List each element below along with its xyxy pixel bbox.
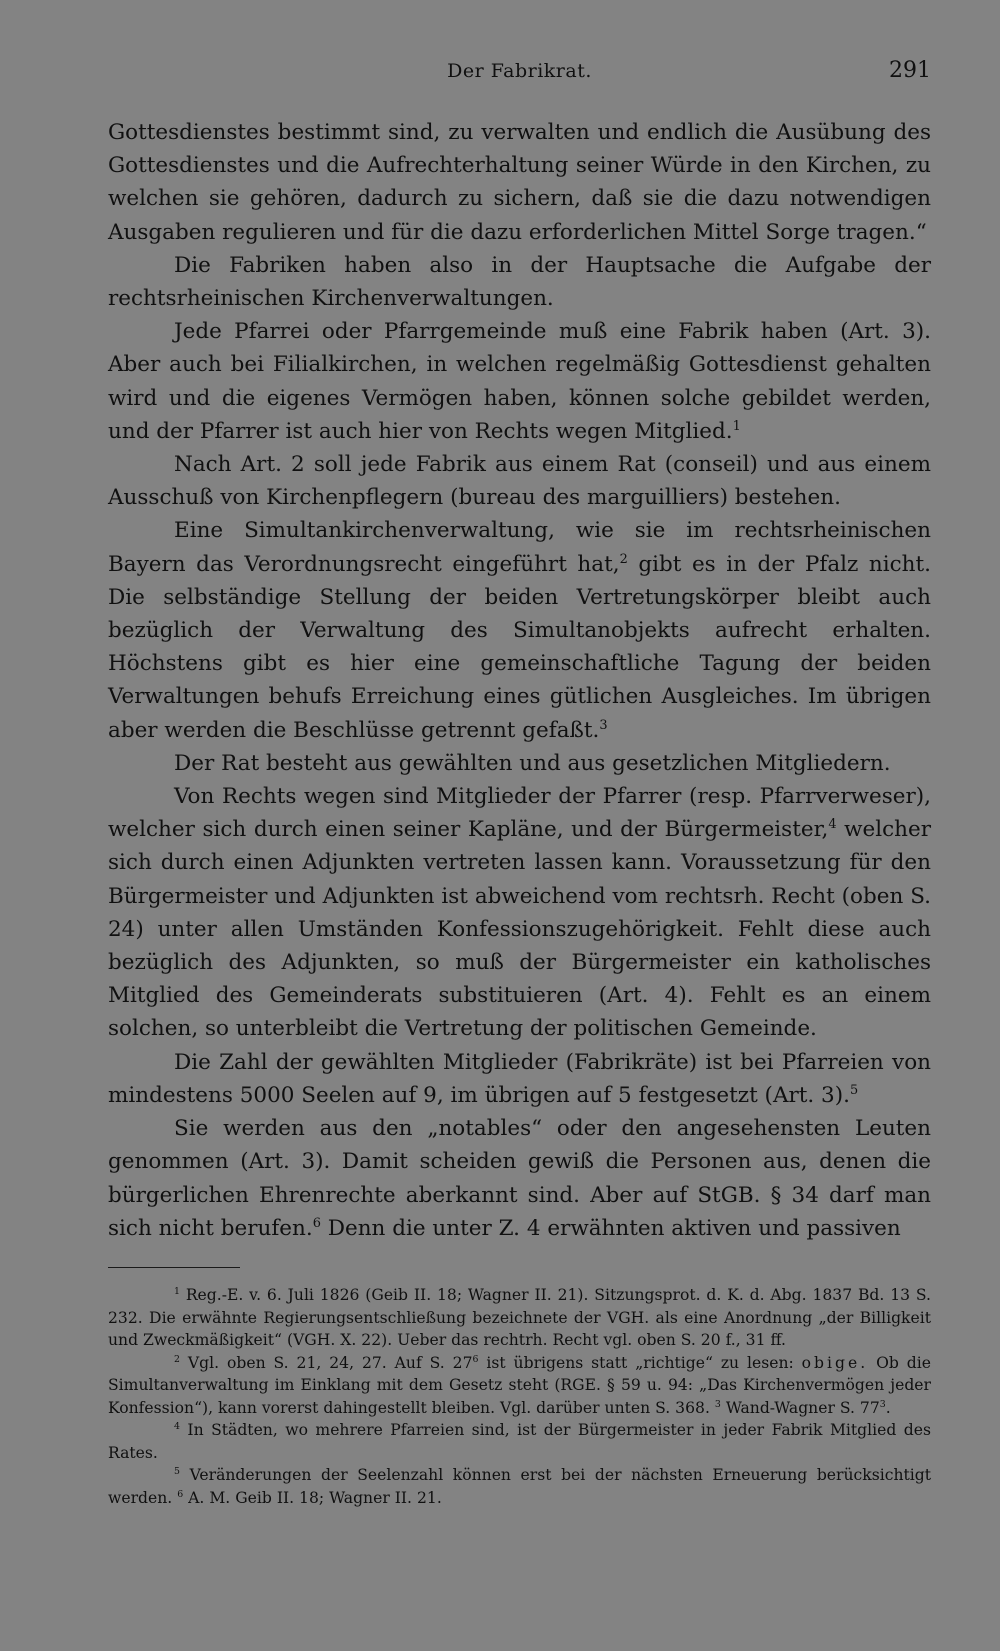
paragraph: Eine Simultankirchenverwaltung, wie sie im rechtsrheinischen Bayern das Verordnungsrecht eingeführt hat,$^2$ gibt es in der Pfalz nicht. Die selbständige Stellung der beiden Vertretungskörper bleibt auch bezüglich der Verwaltung des Simultanobjekts aufrecht erhalten. Höchstens gibt es hier eine gemeinschaftliche Tagung der beiden Verwaltungen behufs Erreichung eines gütlichen Ausgleiches. Im übrigen aber werden die Beschlüsse getrennt gefaßt.$^3$ (108, 518, 931, 743)
footnote: $^5$ Veränderungen der Seelenzahl können erst bei der nächsten Erneuerung berücksichtigt werden. $^6$ A. M. Geib II. 18; Wagner II. 21. (108, 1465, 931, 1507)
footnote: $^2$ Vgl. oben S. 21, 24, 27. Auf S. $27^6$ ist übrigens statt „richtige“ zu lesen: obige. Ob die Simultanverwaltung im Einklang mit dem Gesetz steht (RGE. § 59 u. 94: „Das Kirchenvermögen jeder Konfession“), kann vorerst dahingestellt bleiben. Vgl. darüber unten S. 368. $^3$ Wand-Wagner S. $77^3$. (108, 1353, 931, 1417)
footnote-ref: 1 (732, 418, 741, 434)
footnote-ref: 3 (599, 717, 608, 733)
footnote-ref: 5 (849, 1082, 859, 1098)
main-text (108, 116, 931, 1245)
paragraph: Sie werden aus den „notables“ oder den angesehensten Leuten genommen (Art. 3). Damit scheiden gewiß die Personen aus, denen die bürgerlichen Ehrenrechte aberkannt sind. Aber auf StGB. § 34 darf man sich nicht berufen.$^6$ Denn die unter Z. 4 erwähnten aktiven und passiven (108, 1116, 931, 1241)
paragraph: Die Zahl der gewählten Mitglieder (Fabrikräte) ist bei Pfarreien von mindestens 5000 Seelen auf 9, im übrigen auf 5 festgesetzt (Art. 3).$^5$ (108, 1049, 931, 1108)
footnote-ref: 4 (828, 817, 837, 833)
footnote-ref: 6 (312, 1215, 321, 1231)
paragraph: Von Rechts wegen sind Mitglieder der Pfarrer (resp. Pfarrverweser), welcher sich durch einen seiner Kapläne, und der Bürgermeister,$^4$ welcher sich durch einen Adjunkten vertreten lassen kann. Voraussetzung für den Bürgermeister und Adjunkten ist abweichend vom rechtsrh. Recht (oben S. 24) unter allen Umständen Konfessionszugehörigkeit. Fehlt diese auch bezüglich des Adjunkten, so muß der Bürgermeister ein katholisches Mitglied des Gemeinderats substituieren (Art. 4). Fehlt es an einem solchen, so unterbleibt die Vertretung der politischen Gemeinde. (108, 784, 931, 1042)
page-number: 291 (889, 58, 931, 83)
paragraph: Gottesdienstes bestimmt sind, zu verwalten und endlich die Ausübung des Gottesdienstes und die Aufrechterhaltung seiner Würde in den Kirchen, zu welchen sie gehören, dadurch zu sichern, daß sie die dazu notwendigen Ausgaben regulieren und für die dazu erforderlichen Mittel Sorge tragen.“ (108, 120, 931, 245)
page-header (108, 60, 931, 94)
paragraph: Die Fabriken haben also in der Hauptsache die Aufgabe der rechtsrheinischen Kirchenverwaltungen. (108, 252, 931, 312)
footnote-ref: 2 (619, 551, 628, 567)
footnote: $^4$ In Städten, wo mehrere Pfarreien sind, ist der Bürgermeister in jeder Fabrik Mitglied des Rates. (108, 1420, 931, 1462)
footnote-divider (108, 1267, 240, 1268)
footnote: $^1$ Reg.-E. v. 6. Juli 1826 (Geib II. 18; Wagner II. 21). Sitzungsprot. d. K. d. Abg. 1837 Bd. 13 S. 232. Die erwähnte Regierungsentschließung bezeichnete der VGH. als eine Anordnung „der Billigkeit und Zweckmäßigkeit“ (VGH. X. 22). Ueber das rechtrh. Recht vgl. oben S. 20 f., 31 ff. (108, 1285, 931, 1349)
paragraph: Der Rat besteht aus gewählten und aus gesetzlichen Mitgliedern. (174, 750, 891, 776)
running-title: Der Fabrikrat. (447, 60, 592, 82)
paragraph: Jede Pfarrei oder Pfarrgemeinde muß eine Fabrik haben (Art. 3). Aber auch bei Filialkirchen, in welchen regelmäßig Gottesdienst gehalten wird und die eigenes Vermögen haben, können solche gebildet werden, und der Pfarrer ist auch hier von Rechts wegen Mitglied.$^1$ (108, 319, 931, 444)
paragraph: Nach Art. 2 soll jede Fabrik aus einem Rat (conseil) und aus einem Ausschuß von Kirchenpflegern (bureau des marguilliers) bestehen. (108, 452, 931, 511)
footnotes (108, 1284, 931, 1509)
